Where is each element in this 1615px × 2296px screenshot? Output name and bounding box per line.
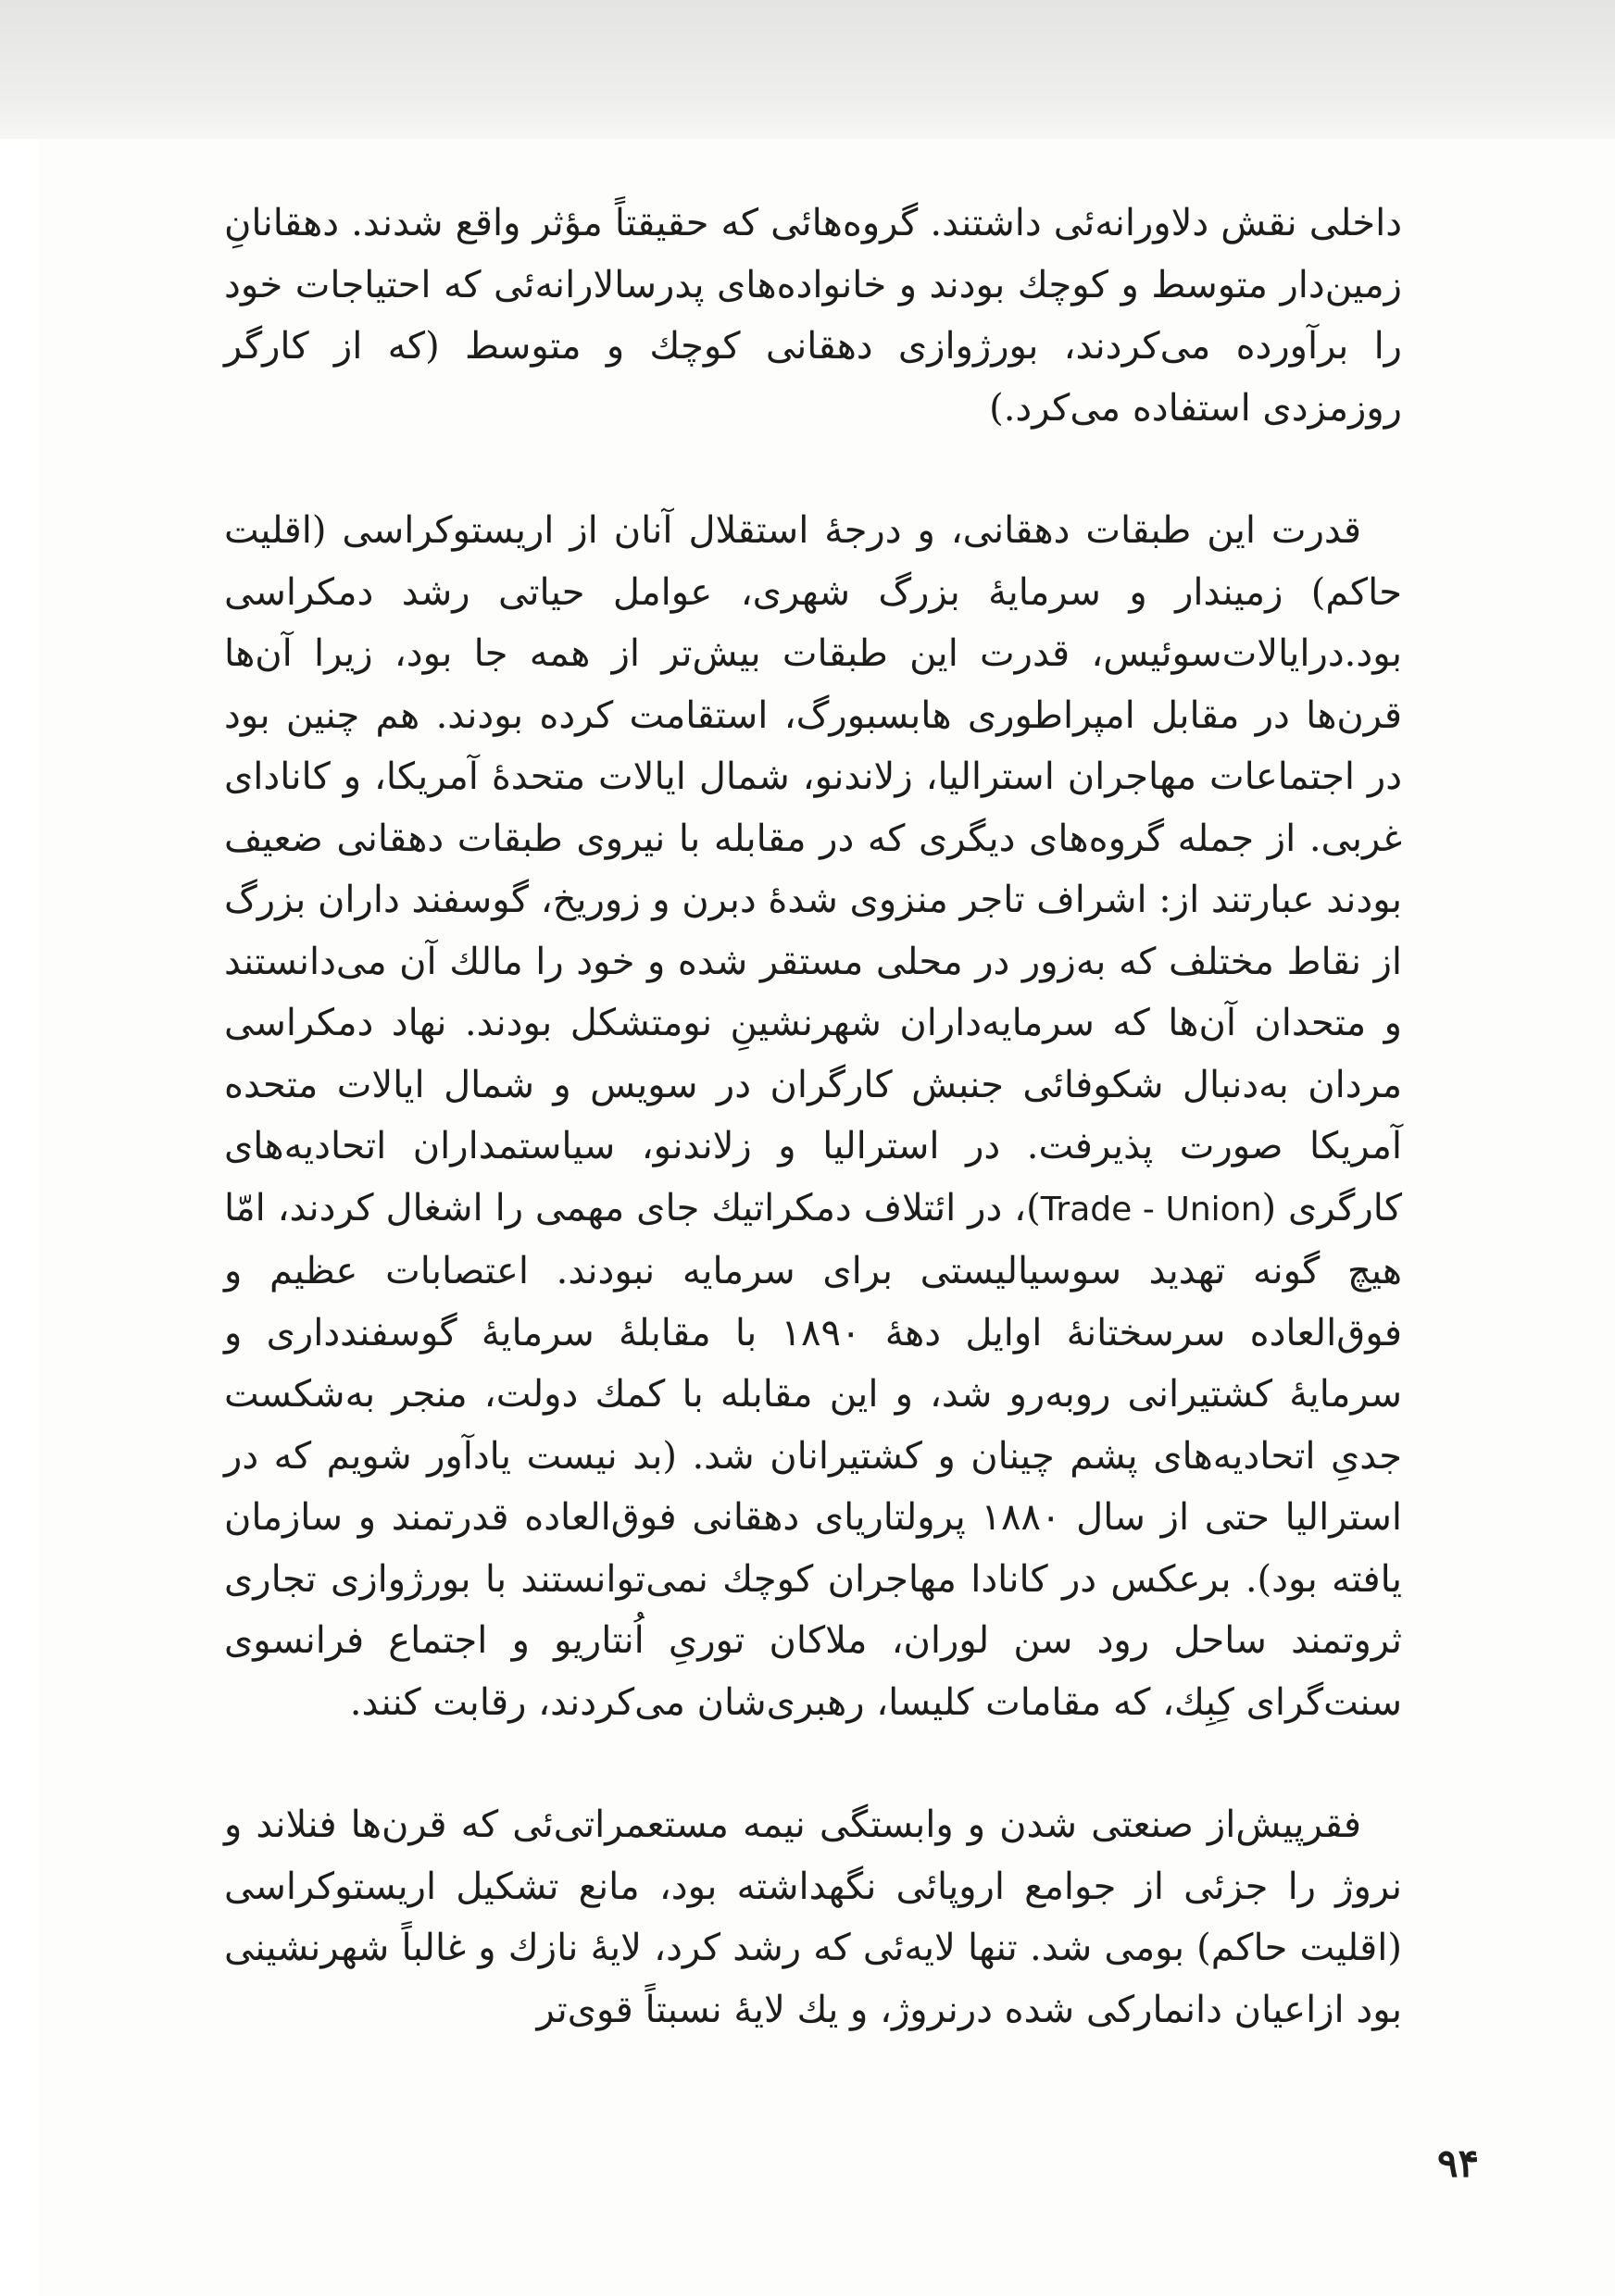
scan-top-margin [0, 0, 1615, 139]
paragraph-2-part-2: )، در ائتلاف دمکراتیك جای مهمی را اشغال کردند، امّا هیچ گونه تهدید سوسیالیستی برای سرمایه نبودند. اعتصابات عظیم و فوق‌العاده سرسختانهٔ اوایل دههٔ ۱۸۹۰ با مقابلهٔ سرمایهٔ گوسفندداری و سرمایهٔ کشتیرانی روبه‌رو شد، و این مقابله با کمك دولت، منجر به‌شکست جدیِ اتحادیه‌های پشم چینان و کشتیرانان شد. (بد نیست یادآور شویم که در استرالیا حتی از سال ۱۸۸۰ پرولتاریای دهقانی فوق‌العاده قدرتمند و سازمان یافته بود). برعکس در کانادا مهاجران کوچك نمی‌توانستند با بورژوازی تجاری ثروتمند ساحل رود سن لوران، ملاکان توریِ اُنتاریو و اجتماع فرانسوی سنت‌گرای کِبِك، که مقامات کلیسا، رهبری‌شان می‌کردند، رقابت کنند. [224, 1186, 1403, 1724]
paragraph-3: فقرپیش‌از صنعتی شدن و وابستگی نیمه مستعمراتی‌ئی که قرن‌ها فنلاند و نروژ را جزئی از جوامع اروپائی نگهداشته بود، مانع تشکیل اریستوکراسی (اقلیت حاکم) بومی شد. تنها لایه‌ئی که رشد کرد، لایهٔ نازك و غالباً شهرنشینی بود ازاعیان دانمارکی شده درنروژ، و یك لایهٔ نسبتاً قوی‌تر [224, 1803, 1402, 2031]
paragraph-2-part-1: قدرت این طبقات دهقانی، و درجهٔ استقلال آنان از اریستوکراسی (اقلیت حاکم) زمیندار و سرمایهٔ بزرگ شهری، عوامل حیاتی رشد دمکراسی بود.درایالات‌سوئیس، قدرت این طبقات بیش‌تر از همه جا بود، زیرا آن‌ها قرن‌ها در مقابل امپراطوری هابسبورگ، استقامت کرده بودند. هم چنین بود در اجتماعات مهاجران استرالیا، زلاندنو، شمال ایالات متحدهٔ آمریکا، و کانادای غربی. از جمله گروه‌های دیگری که در مقابله با نیروی طبقات دهقانی ضعیف بودند عبارتند از: اشراف تاجر منزوی شدهٔ دبرن و زوریخ، گوسفند داران بزرگ از نقاط مختلف که به‌زور در محلی مستقر شده و خود را مالك آن می‌دانستند و متحدان آن‌ها که سرمایه‌داران شهرنشینِ نومتشکل بودند. نهاد دمکراسی مردان به‌دنبال شکوفائی جنبش کارگران در سویس و شمال ایالات متحده آمریکا صورت پذیرفت. در استرالیا و زلاندنو، سیاستمداران اتحادیه‌های کارگری ( [223, 509, 1403, 1229]
paragraph-1: داخلی نقش دلاورانه‌ئی داشتند. گروه‌هائی که حقیقتاً مؤثر واقع شدند. دهقانانِ زمین‌دار متوسط و کوچك بودند و خانواده‌های پدرسالارانه‌ئی که احتیاجات خود را برآورده می‌کردند، بورژوازی دهقانی کوچك و متوسط (که از کارگر روزمزدی استفاده می‌کرد.) [224, 202, 1403, 430]
paragraph-2 [224, 500, 1402, 1733]
latin-term: Trade - Union [1040, 1190, 1262, 1229]
body-text [224, 193, 1402, 2040]
page-number: ۹۴ [1437, 2140, 1480, 2186]
book-page [39, 139, 1615, 2296]
